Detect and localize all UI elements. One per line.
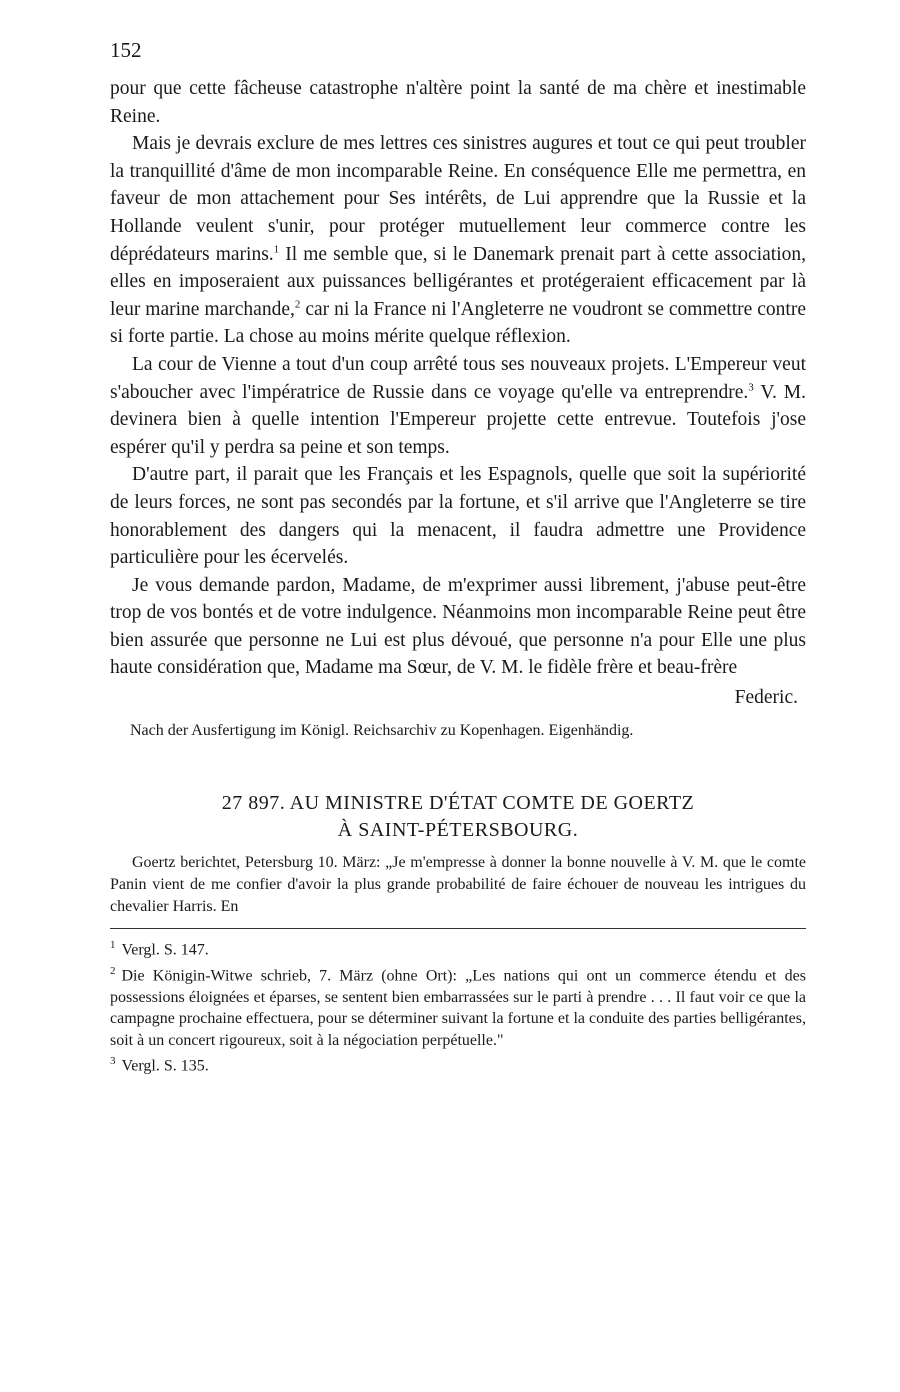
summary-paragraph: Goertz berichtet, Petersburg 10. März: „Je m'empresse à donner la bonne nouvelle à V. M. que le comte Panin vient de me confier d'avoir la plus grande probabilité de faire échouer de nouveau les intrigues du chevalier Harris. En: [110, 853, 806, 915]
paragraph-2-part-a: Mais je devrais exclure de mes lettres ces sinistres augures et tout ce qui peut troubler la tranquillité d'âme de mon incomparable Reine. En conséquence Elle me permettra, en faveur de mon attachement pour Ses intérêts, de Lui apprendre que la Russie et la Hollande veulent s'unir, pour protéger mutuellement leur commerce contre les déprédateurs marins.: [110, 133, 806, 265]
footnote-text: Die Königin-Witwe schrieb, 7. März (ohne Ort): „Les nations qui ont un commerce étendu et des possessions éloignées et éparses, se sentent bien embarrassées sur le parti à prendre . . . Il faut voir ce que la campagne prochaine effectuera, pour se déterminer suivant la fortune et la conduite des parties belligérantes, soit à un concert rigoureux, soit à la négociation perpétuelle.": [110, 966, 806, 1049]
footnote-mark: 1: [110, 938, 116, 951]
footnote-ref-3: 3: [748, 381, 754, 394]
heading-line-2: À SAINT-PÉTERSBOURG.: [337, 818, 579, 841]
signature: Federic.: [734, 687, 798, 709]
paragraph-2: [110, 130, 806, 351]
paragraph-1: pour que cette fâcheuse catastrophe n'altère point la santé de ma chère et inestimable Reine.: [110, 78, 806, 127]
footnote-text: Vergl. S. 135.: [121, 1057, 209, 1075]
paragraph-4: D'autre part, il parait que les Français et les Espagnols, quelle que soit la supériorité de leurs forces, ne sont pas secondés par la fortune, et s'il arrive que l'Angleterre se tire honorablement des dangers qui la menacent, il faudra admettre une Providence particulière pour les écervelés.: [110, 464, 806, 569]
footnote-text: Vergl. S. 147.: [121, 940, 209, 958]
letter-heading: [110, 790, 806, 844]
paragraph-2-part-b: Il me semble que, si le Danemark prenait part à cette association, elles en imposeraient aux puissances belligérantes et protégeraient efficacement par là leur marine marchande,: [110, 243, 806, 320]
footnote-3: [110, 1051, 806, 1077]
footnote-ref-1: 1: [273, 243, 280, 256]
paragraph-2-part-c: car ni la France ni l'Angleterre ne voudront se commettre contre si forte partie. La chose au moins mérite quelque réflexion.: [110, 298, 806, 348]
paragraph-3-part-b: V. M. devinera bien à quelle intention l'Empereur projette cette entrevue. Toutefois j'ose espérer qu'il y perdra sa peine et son temps.: [110, 381, 806, 458]
footnote-divider: [110, 928, 806, 929]
footnote-ref-2: 2: [294, 298, 301, 311]
footnote-1: [110, 935, 806, 961]
footnote-mark: 3: [110, 1055, 116, 1068]
page-number: 152: [110, 38, 142, 62]
footnote-2: [110, 961, 806, 1052]
paragraph-3-part-a: La cour de Vienne a tout d'un coup arrêté tous ses nouveaux projets. L'Empereur veut s'aboucher avec l'impératrice de Russie dans ce voyage qu'elle va entreprendre.: [110, 353, 806, 403]
footnotes: [110, 935, 806, 1078]
letter-body: [110, 75, 806, 682]
page: [110, 38, 806, 1077]
footnote-mark: 2: [110, 964, 116, 977]
paragraph-3: [110, 351, 806, 461]
heading-line-1: 27 897. AU MINISTRE D'ÉTAT COMTE DE GOERTZ: [221, 791, 695, 814]
source-note: Nach der Ausfertigung im Königl. Reichsarchiv zu Kopenhagen. Eigenhändig.: [130, 721, 634, 739]
paragraph-5: Je vous demande pardon, Madame, de m'exprimer aussi librement, j'abuse peut-être trop de vos bontés et de votre indulgence. Néanmoins mon incomparable Reine peut être bien assurée que personne ne Lui est plus dévoué, que personne n'a pour Elle une plus haute considération que, Madame ma Sœur, de V. M. le fidèle frère et beau-frère: [110, 574, 806, 679]
